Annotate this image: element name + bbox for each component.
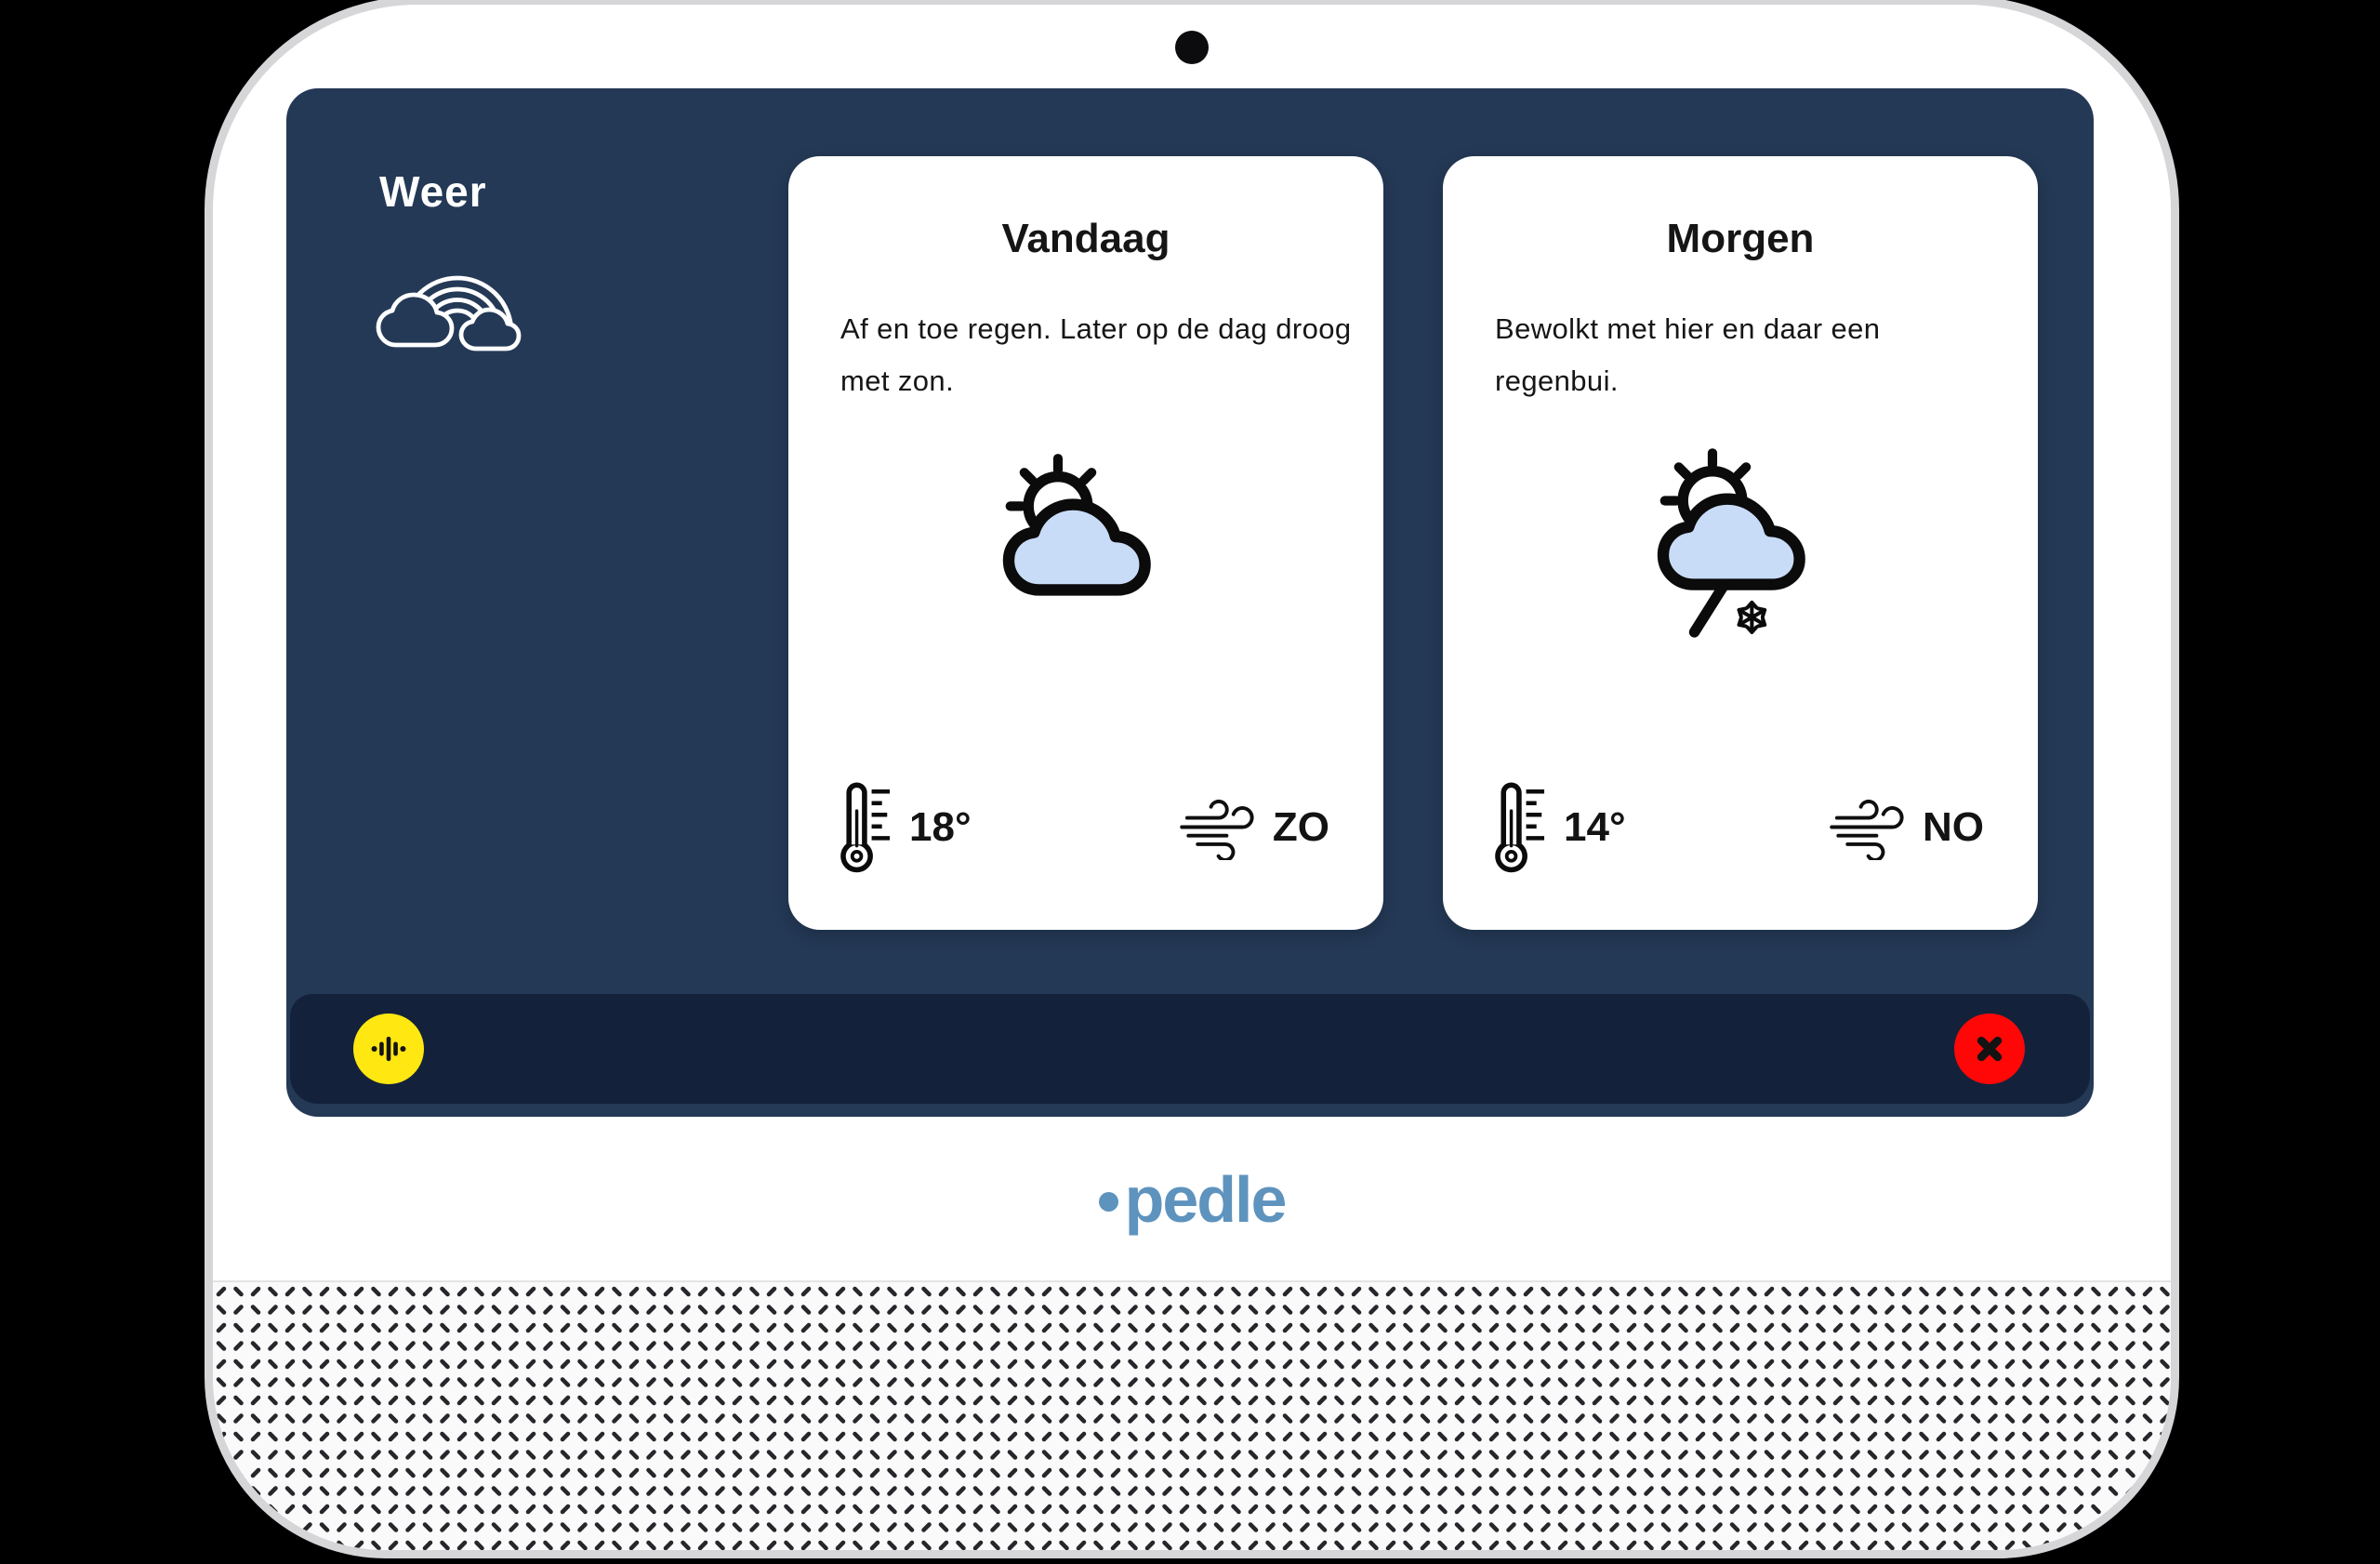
card-description: Bewolkt met hier en daar een regenbui. [1495, 312, 1881, 397]
card-title: Vandaag [1001, 216, 1170, 261]
wind-icon [1828, 794, 1913, 860]
temperature-value: 18° [909, 803, 972, 850]
wind-icon [1178, 794, 1263, 860]
voice-waveform-icon [369, 1029, 408, 1068]
close-icon [1970, 1029, 2009, 1068]
thermometer-icon [1491, 778, 1551, 876]
page-title: Weer [379, 167, 487, 216]
voice-assistant-button[interactable] [353, 1014, 424, 1084]
close-button[interactable] [1954, 1014, 2025, 1084]
wind-metric [1828, 794, 1984, 860]
forecast-card-tomorrow [1443, 156, 2038, 930]
card-title: Morgen [1666, 216, 1815, 261]
card-description: Af en toe regen. Later op de dag droog met zon. [840, 312, 1352, 397]
wind-metric [1178, 794, 1329, 860]
speaker-grille [213, 1280, 2171, 1550]
wind-direction-value: ZO [1272, 803, 1329, 850]
wind-direction-value: NO [1923, 803, 1984, 850]
forecast-card-today [788, 156, 1383, 930]
weather-app-screen [286, 88, 2094, 1117]
thermometer-icon [837, 778, 896, 876]
sun-behind-cloud-icon [987, 452, 1184, 608]
sun-cloud-sleet-snowflake-icon [1642, 446, 1839, 640]
temperature-metric [837, 778, 972, 876]
logo-dot-icon [1099, 1192, 1118, 1212]
logo-text: pedle [1124, 1163, 1286, 1236]
assistant-bottom-bar [290, 994, 2090, 1104]
temperature-metric [1491, 778, 1626, 876]
rainbow-with-clouds-icon [372, 245, 530, 351]
speaker-grille-pattern [213, 1282, 2171, 1550]
temperature-value: 14° [1564, 803, 1626, 850]
brand-logo [213, 1155, 2171, 1244]
pedle-smart-display-device [205, 0, 2179, 1558]
front-camera-icon [1175, 31, 1209, 64]
